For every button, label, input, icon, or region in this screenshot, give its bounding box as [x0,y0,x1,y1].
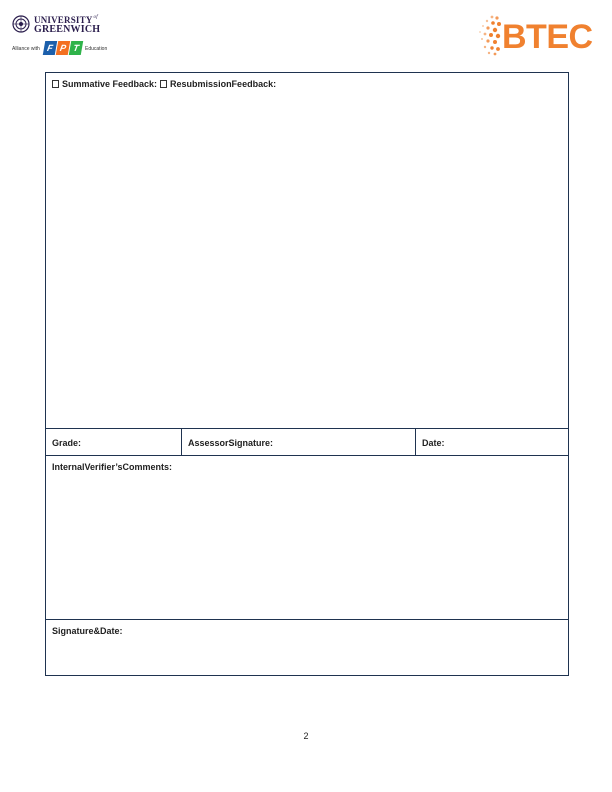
page-number: 2 [303,731,309,741]
grade-row [46,429,568,456]
internal-verifier-comments-section[interactable] [46,456,568,620]
feedback-section [46,73,568,429]
signature-date-section[interactable] [46,620,568,676]
logo-of-text: of [93,15,98,20]
summative-feedback-checkbox[interactable] [52,80,59,88]
date-cell[interactable] [416,429,570,455]
fpt-letter-t: T [69,41,83,55]
btec-wordmark: BTEC [502,18,593,56]
grade-label: Grade: [52,438,82,448]
btec-dots-icon [478,14,504,56]
university-of-greenwich-logo [12,13,112,59]
university-crest-icon [12,15,30,33]
fpt-letter-p: P [56,41,70,55]
education-text: Education [85,46,108,52]
logo-greenwich-text: GREENWICH [34,24,101,35]
resubmission-feedback-label: ResubmissionFeedback: [170,79,277,89]
feedback-form-table [45,72,569,676]
logo-university-text: $UNIVERSITY^{of}$ [34,15,98,25]
fpt-letter-f: F [43,41,57,55]
assessor-signature-cell[interactable] [182,429,416,455]
feedback-type-label [52,79,276,89]
assessor-signature-label: AssessorSignature: [188,438,274,448]
alliance-text: Alliance with [12,46,40,52]
fpt-logo [44,41,82,55]
signature-date-label: Signature&Date: [52,626,123,636]
internal-verifier-comments-label: InternalVerifier’sComments: [52,462,173,472]
resubmission-feedback-checkbox[interactable] [160,80,167,88]
btec-logo [478,14,602,56]
grade-cell[interactable] [46,429,182,455]
date-label: Date: [422,438,445,448]
summative-feedback-label: Summative Feedback: [62,79,158,89]
